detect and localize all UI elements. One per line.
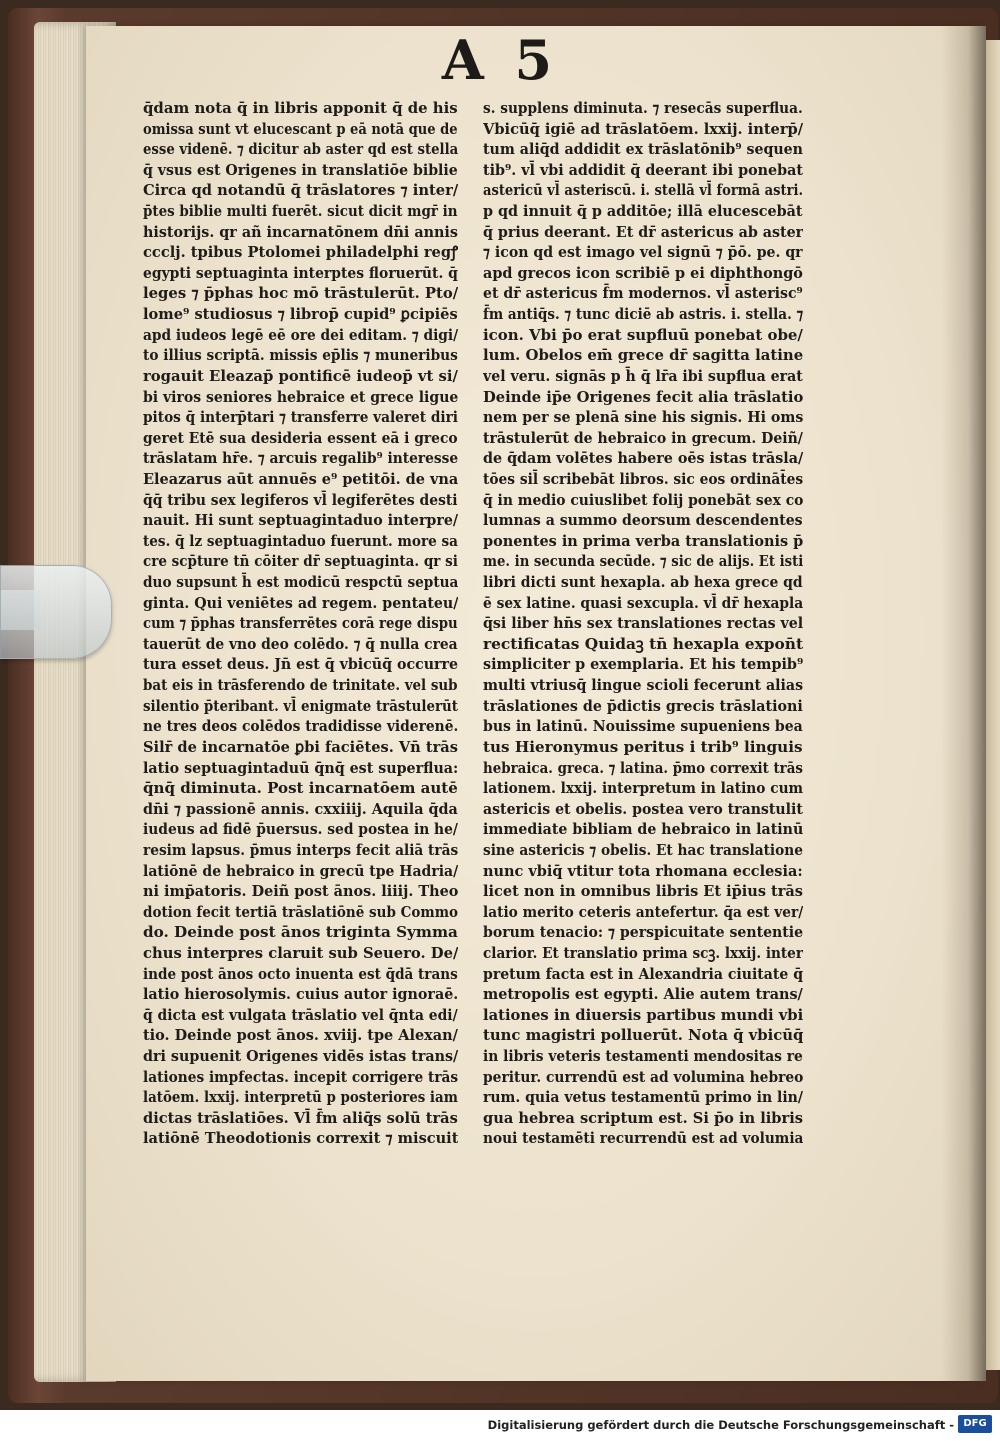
text-line: de q̄dam volētes habere oēs istas trāsla/: [483, 449, 803, 468]
text-line: latio hierosolymis. cuius autor ignoraē.: [143, 985, 458, 1004]
text-line: q̄dam nota q̄ in libris apponit q̄ de his: [143, 99, 458, 117]
text-line: iudeus ad fidē p̄uersus. sed postea in he/: [143, 820, 458, 839]
text-line: tura esset deus. Jn̄ est q̄ vbicūq̄ occurre: [143, 655, 458, 674]
text-line: geret Etē sua desideria essent eā i greco: [143, 428, 458, 447]
text-line: leges ⁊ p̄phas hoc mō trāstulerūt. Pto/: [143, 284, 458, 303]
text-line: lome⁹ studiosus ⁊ librop̄ cupid⁹ ꝑcipiēs: [143, 305, 458, 324]
text-line: ginta. Qui veniētes ad regem. pentateu/: [143, 593, 458, 612]
signature-mark: A 5: [441, 28, 559, 92]
text-line: astericū vl̄ asteriscū. i. stellā vl̄ formā astri.: [483, 181, 803, 200]
text-line: tib⁹. vl̄ vbi addidit q̄ deerant ibi ponebat: [483, 160, 803, 179]
text-line: rogauit Eleazap̄ pontificē iudeop̄ vt si/: [143, 366, 458, 385]
text-line: ē sex latine. quasi sexcupla. vl̄ dr̄ hexapla: [483, 593, 803, 612]
dfg-logo: DFG: [958, 1415, 992, 1433]
text-line: q̄ vsus est Origenes in translatiōe biblie: [143, 160, 458, 179]
text-line: latōem. lxxij. interpretū p posteriores iam: [143, 1088, 458, 1107]
left-text-column: [143, 98, 458, 1149]
text-line: lationes in diuersis partibus mundi vbi: [483, 1005, 803, 1024]
text-line: lum. Obelos em̄ grece dr̄ sagitta latine: [483, 346, 803, 365]
text-line: do. Deinde post ānos triginta Symma: [143, 923, 458, 942]
text-line: historijs. qr añ incarnatōnem dn̄i annis: [143, 222, 458, 241]
text-line: dn̄i ⁊ passionē annis. cxxiiij. Aquila q̄da: [143, 799, 458, 818]
text-line: dictas trāslatiōes. Vl̄ f̄m aliq̄s solū trās: [143, 1108, 458, 1127]
text-line: trāslatam hr̄e. ⁊ arcuis regalib⁹ interesse: [143, 449, 458, 468]
text-line: clarior. Et translatio prima scꝫ. lxxij. inter: [483, 943, 803, 962]
text-line: q̄nq̄ diminuta. Post incarnatōem autē: [143, 779, 458, 798]
text-line: inde post ānos octo inuenta est q̄dā trans: [143, 964, 458, 983]
text-line: dri supuenit Origenes vidēs istas trans/: [143, 1047, 458, 1066]
text-line: apd iudeos legē eē ore dei editam. ⁊ digi/: [143, 325, 458, 344]
text-line: silentio p̄teribant. vl̄ enigmate trāstulerūt: [143, 696, 458, 715]
text-line: to illius scriptā. missis ep̄lis ⁊ muneribus: [143, 346, 458, 365]
text-line: gua hebrea scriptum est. Si p̄o in libris: [483, 1108, 803, 1127]
text-line: cre scp̄ture tn̄ cōiter dr̄ septuaginta. qr si: [143, 552, 458, 571]
text-line: Vbicūq̄ igiē ad trāslatōem. lxxij. interp̄/: [483, 119, 803, 138]
text-line: nem per se plenā sine his signis. Hi oms: [483, 408, 803, 427]
text-line: nunc vbiq̄ vtitur tota rhomana ecclesia:: [483, 861, 803, 880]
text-line: simpliciter p exemplaria. Et his tempib⁹: [483, 655, 803, 674]
text-line: pitos q̄ interp̄tari ⁊ transferre valeret diri: [143, 408, 458, 427]
text-line: peritur. currendū est ad volumina hebreo: [483, 1067, 803, 1086]
text-line: ponentes in prima verba translationis p̄: [483, 531, 803, 550]
text-line: tōes sil̄ scribebāt libros. sic eos ordināt̄es: [483, 469, 803, 488]
text-line: sine astericis ⁊ obelis. Et hac translatione: [483, 840, 803, 859]
text-line: tunc magistri polluerūt. Nota q̄ vbicūq̄: [483, 1026, 803, 1045]
text-line: lationes impfectas. incepit corrigere trās: [143, 1067, 458, 1086]
text-line: bus in latinū. Nouissime supueniens bea: [483, 717, 803, 736]
text-line: noui testamēti recurrendū est ad volumia: [483, 1129, 803, 1148]
text-line: bat eis in trāsferendo de trinitate. vel sub: [143, 676, 458, 695]
text-line: Deinde ip̄e Origenes fecit alia trāslatio: [483, 387, 803, 406]
text-line: f̄m antiq̄s. ⁊ tunc diciē ab astris. i. stella. ⁊: [483, 305, 803, 324]
text-line: tum aliq̄d addidit ex trāslatōnib⁹ sequen: [483, 140, 803, 159]
text-line: me. in secunda secūde. ⁊ sic de alijs. Et isti: [483, 552, 803, 571]
text-line: et dr̄ astericus f̄m modernos. vl̄ asterisc⁹: [483, 284, 803, 303]
text-line: vel veru. signās p h̄ q̄ lr̄a ibi supflua erat: [483, 366, 803, 385]
text-line: Circa qd notandū q̄ trāslatores ⁊ inter/: [143, 181, 458, 200]
text-line: trāslationes de p̄dictis grecis trāslationi: [483, 696, 803, 715]
text-line: resim lapsus. p̄mus interps fecit aliā trās: [143, 840, 458, 859]
text-line: q̄ prius deerant. Et dr̄ astericus ab aster: [483, 222, 803, 241]
text-line: esse videnē. ⁊ dicitur ab aster qd est stella: [143, 140, 458, 159]
text-line: rum. quia vetus testamentū primo in lin/: [483, 1088, 803, 1107]
text-line: metropolis est egypti. Alie autem trans/: [483, 985, 803, 1004]
text-line: immediate bibliam de hebraico in latinū: [483, 820, 803, 839]
text-line: Eleazarus aūt annuēs e⁹ petitōi. de vna: [143, 469, 458, 488]
text-line: dotion fecit tertiā trāslatiōnē sub Commo: [143, 902, 458, 921]
text-line: p̄tes biblie multi fuerēt. sicut dicit mgr̄ in: [143, 202, 458, 221]
text-line: q̄ dicta est vulgata trāslatio vel q̄nta edi/: [143, 1005, 458, 1024]
text-line: egypti septuaginta interptes floruerūt. q̄: [143, 263, 458, 282]
text-line: chus interpres claruit sub Seuero. De/: [143, 943, 458, 962]
text-line: libri dicti sunt hexapla. ab hexa grece qd: [483, 573, 803, 592]
text-line: ccclj. tpibus Ptolomei philadelphi regꝭ: [143, 243, 458, 262]
text-line: tio. Deinde post ānos. xviij. tpe Alexan/: [143, 1026, 458, 1045]
text-line: duo supsunt h̄ est modicū respctū septua: [143, 573, 458, 592]
text-line: nauit. Hi sunt septuagintaduo interpre/: [143, 511, 458, 530]
facing-page-edge: [986, 40, 1000, 1370]
text-line: licet non in omnibus libris Et ip̄ius trās: [483, 882, 803, 901]
text-line: lumnas a summo deorsum descendentes: [483, 511, 803, 530]
text-line: multi vtriusq̄ lingue scioli fecerunt alias: [483, 676, 803, 695]
text-line: trāstulerūt de hebraico in grecum. Deiñ/: [483, 428, 803, 447]
text-line: hebraica. greca. ⁊ latina. p̄mo correxit trās: [483, 758, 803, 777]
text-line: latio merito ceteris antefertur. q̄a est ver/: [483, 902, 803, 921]
text-line: in libris veteris testamenti mendositas re: [483, 1047, 803, 1066]
gutter-shadow: [941, 26, 986, 1381]
text-line: Silr̄ de incarnatōe ꝑbi faciētes. Vn̄ trās: [143, 737, 458, 756]
text-line: q̄si liber hn̄s sex translationes rectas vel: [483, 614, 803, 633]
text-line: rectificatas Quidaꝫ tn̄ hexapla expon̄t: [483, 634, 803, 653]
text-line: q̄q̄ tribu sex legiferos vl̄ legiferētes desti: [143, 490, 458, 509]
text-line: latio septuagintaduū q̄nq̄ est superflua:: [143, 758, 458, 777]
text-line: p qd innuit q̄ p additōe; illā elucescebāt: [483, 202, 803, 221]
right-text-column: [483, 98, 803, 1149]
footer-credit: Digitalisierung gefördert durch die Deutsche Forschungsgemeinschaft -: [487, 1418, 954, 1432]
text-line: bi viros seniores hebraice et grece ligue: [143, 387, 458, 406]
text-line: icon. Vbi p̄o erat supfluū ponebat obe/: [483, 325, 803, 344]
text-line: pretum facta est in Alexandria ciuitate q̄: [483, 964, 803, 983]
page-clip: [0, 565, 112, 659]
text-line: ne tres deos colēdos tradidisse viderenē.: [143, 717, 458, 736]
text-line: apd grecos icon scribiē p ei diphthongō: [483, 263, 803, 282]
text-line: q̄ in medio cuiuslibet folij ponebāt sex co: [483, 490, 803, 509]
text-line: cum ⁊ p̄phas transferrētes corā rege dispu: [143, 614, 458, 633]
text-line: latiōnē Theodotionis correxit ⁊ miscuit: [143, 1129, 458, 1148]
text-line: tus Hieronymus peritus i trib⁹ linguis: [483, 737, 803, 756]
text-line: latiōnē de hebraico in grecū tpe Hadria/: [143, 861, 458, 880]
text-line: s. supplens diminuta. ⁊ resecās superflua.: [483, 99, 803, 117]
text-line: borum tenacio: ⁊ perspicuitate sententie: [483, 923, 803, 942]
text-line: lationem. lxxij. interpretum in latino cum: [483, 779, 803, 798]
text-line: omissa sunt vt elucescant p eā notā que de: [143, 119, 458, 138]
text-line: ni imp̄atoris. Deiñ post ānos. liiij. Theo: [143, 882, 458, 901]
text-line: tes. q̄ lz septuagintaduo fuerunt. more sa: [143, 531, 458, 550]
text-line: astericis et obelis. postea vero transtulit: [483, 799, 803, 818]
text-line: ⁊ icon qd est imago vel signū ⁊ p̄ō. pe. qr: [483, 243, 803, 262]
text-line: tauerūt de vno deo colēdo. ⁊ q̄ nulla crea: [143, 634, 458, 653]
